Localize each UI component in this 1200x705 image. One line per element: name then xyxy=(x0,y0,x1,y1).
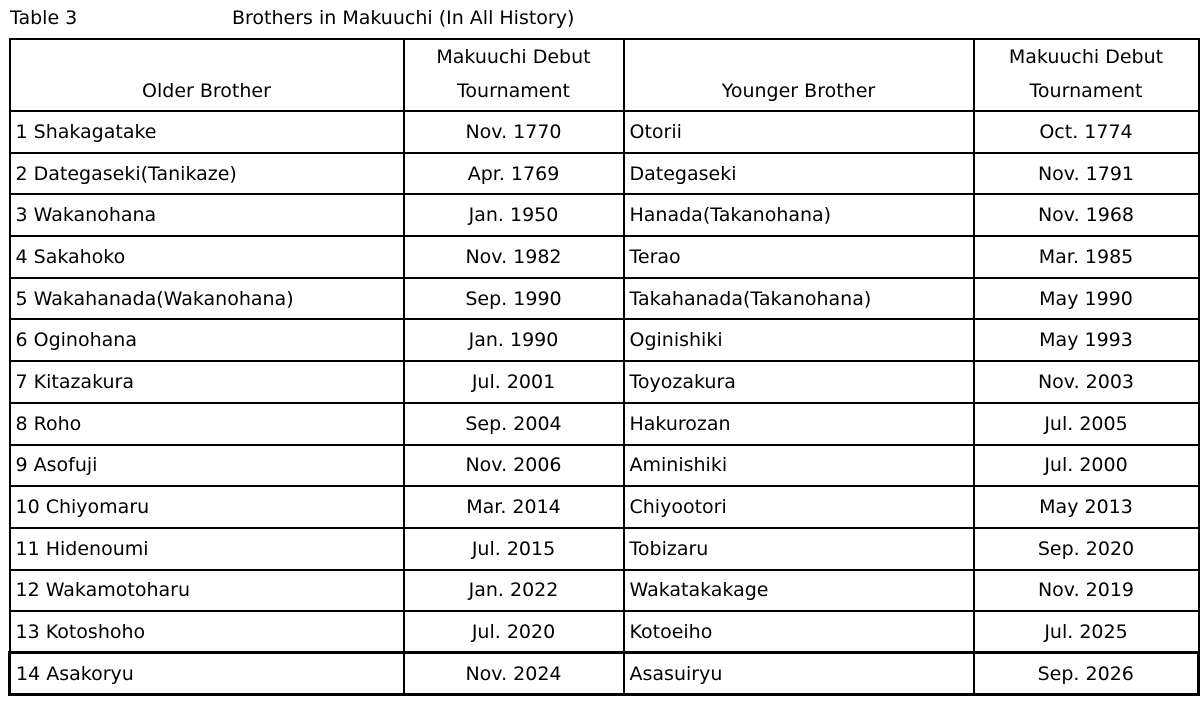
older-brother-cell: 7 Kitazakura xyxy=(10,361,404,403)
header-younger-debut-line1: Makuuchi Debut xyxy=(1008,46,1164,68)
younger-brother-cell: Oginishiki xyxy=(624,319,974,361)
younger-brother-cell: Toyozakura xyxy=(624,361,974,403)
younger-brother-cell: Dategaseki xyxy=(624,153,974,195)
table-row xyxy=(10,445,1199,487)
brothers-table xyxy=(8,38,1200,696)
older-debut-cell: Jan. 2022 xyxy=(404,570,624,612)
younger-debut-cell: Jul. 2000 xyxy=(974,445,1199,487)
younger-debut-cell: Sep. 2026 xyxy=(974,653,1199,695)
younger-brother-cell: Terao xyxy=(624,236,974,278)
header-younger-debut-line2: Tournament xyxy=(1029,80,1143,102)
table-row xyxy=(10,361,1199,403)
younger-brother-cell: Kotoeiho xyxy=(624,611,974,653)
younger-debut-cell: May 1993 xyxy=(974,319,1199,361)
table-label: Table 3 xyxy=(10,7,78,29)
header-older-debut-line1: Makuuchi Debut xyxy=(436,46,591,68)
older-brother-cell: 5 Wakahanada(Wakanohana) xyxy=(10,278,404,320)
older-brother-cell: 2 Dategaseki(Tanikaze) xyxy=(10,153,404,195)
younger-debut-cell: May 1990 xyxy=(974,278,1199,320)
older-debut-cell: Jan. 1990 xyxy=(404,319,624,361)
younger-brother-cell: Asasuiryu xyxy=(624,653,974,695)
table-row xyxy=(10,403,1199,445)
table-title: Brothers in Makuuchi (In All History) xyxy=(232,7,575,29)
header-older-debut xyxy=(404,39,624,111)
older-debut-cell: Jul. 2001 xyxy=(404,361,624,403)
table-row xyxy=(10,570,1199,612)
older-debut-cell: Nov. 1982 xyxy=(404,236,624,278)
younger-brother-cell: Hakurozan xyxy=(624,403,974,445)
younger-brother-cell: Tobizaru xyxy=(624,528,974,570)
older-debut-cell: Nov. 1770 xyxy=(404,111,624,153)
older-debut-cell: Sep. 2004 xyxy=(404,403,624,445)
younger-brother-cell: Takahanada(Takanohana) xyxy=(624,278,974,320)
younger-debut-cell: Jul. 2005 xyxy=(974,403,1199,445)
header-row xyxy=(10,39,1199,111)
table-row xyxy=(10,194,1199,236)
table-row xyxy=(10,486,1199,528)
older-brother-cell: 8 Roho xyxy=(10,403,404,445)
older-debut-cell: Jul. 2015 xyxy=(404,528,624,570)
older-brother-cell: 12 Wakamotoharu xyxy=(10,570,404,612)
older-brother-cell: 14 Asakoryu xyxy=(10,653,404,695)
younger-debut-cell: Nov. 1791 xyxy=(974,153,1199,195)
younger-brother-cell: Chiyootori xyxy=(624,486,974,528)
table-row xyxy=(10,319,1199,361)
older-debut-cell: Mar. 2014 xyxy=(404,486,624,528)
older-brother-cell: 10 Chiyomaru xyxy=(10,486,404,528)
younger-debut-cell: Mar. 1985 xyxy=(974,236,1199,278)
older-brother-cell: 11 Hidenoumi xyxy=(10,528,404,570)
younger-debut-cell: Nov. 2003 xyxy=(974,361,1199,403)
younger-brother-cell: Wakatakakage xyxy=(624,570,974,612)
header-younger-brother: Younger Brother xyxy=(624,39,974,111)
older-debut-cell: Apr. 1769 xyxy=(404,153,624,195)
older-debut-cell: Jul. 2020 xyxy=(404,611,624,653)
younger-debut-cell: May 2013 xyxy=(974,486,1199,528)
younger-debut-cell: Sep. 2020 xyxy=(974,528,1199,570)
header-younger-debut xyxy=(974,39,1199,111)
younger-brother-cell: Aminishiki xyxy=(624,445,974,487)
older-brother-cell: 6 Oginohana xyxy=(10,319,404,361)
table-row-highlighted xyxy=(10,653,1199,695)
older-brother-cell: 13 Kotoshoho xyxy=(10,611,404,653)
younger-debut-cell: Jul. 2025 xyxy=(974,611,1199,653)
younger-debut-cell: Nov. 2019 xyxy=(974,570,1199,612)
older-brother-cell: 1 Shakagatake xyxy=(10,111,404,153)
older-debut-cell: Sep. 1990 xyxy=(404,278,624,320)
table-row xyxy=(10,236,1199,278)
table-row xyxy=(10,528,1199,570)
younger-brother-cell: Hanada(Takanohana) xyxy=(624,194,974,236)
older-debut-cell: Nov. 2006 xyxy=(404,445,624,487)
younger-debut-cell: Nov. 1968 xyxy=(974,194,1199,236)
older-brother-cell: 4 Sakahoko xyxy=(10,236,404,278)
table-row xyxy=(10,611,1199,653)
younger-debut-cell: Oct. 1774 xyxy=(974,111,1199,153)
header-older-brother: Older Brother xyxy=(10,39,404,111)
table-row xyxy=(10,278,1199,320)
older-brother-cell: 3 Wakanohana xyxy=(10,194,404,236)
header-older-debut-line2: Tournament xyxy=(457,80,570,102)
older-debut-cell: Jan. 1950 xyxy=(404,194,624,236)
older-debut-cell: Nov. 2024 xyxy=(404,653,624,695)
table-row xyxy=(10,153,1199,195)
table-row xyxy=(10,111,1199,153)
younger-brother-cell: Otorii xyxy=(624,111,974,153)
older-brother-cell: 9 Asofuji xyxy=(10,445,404,487)
